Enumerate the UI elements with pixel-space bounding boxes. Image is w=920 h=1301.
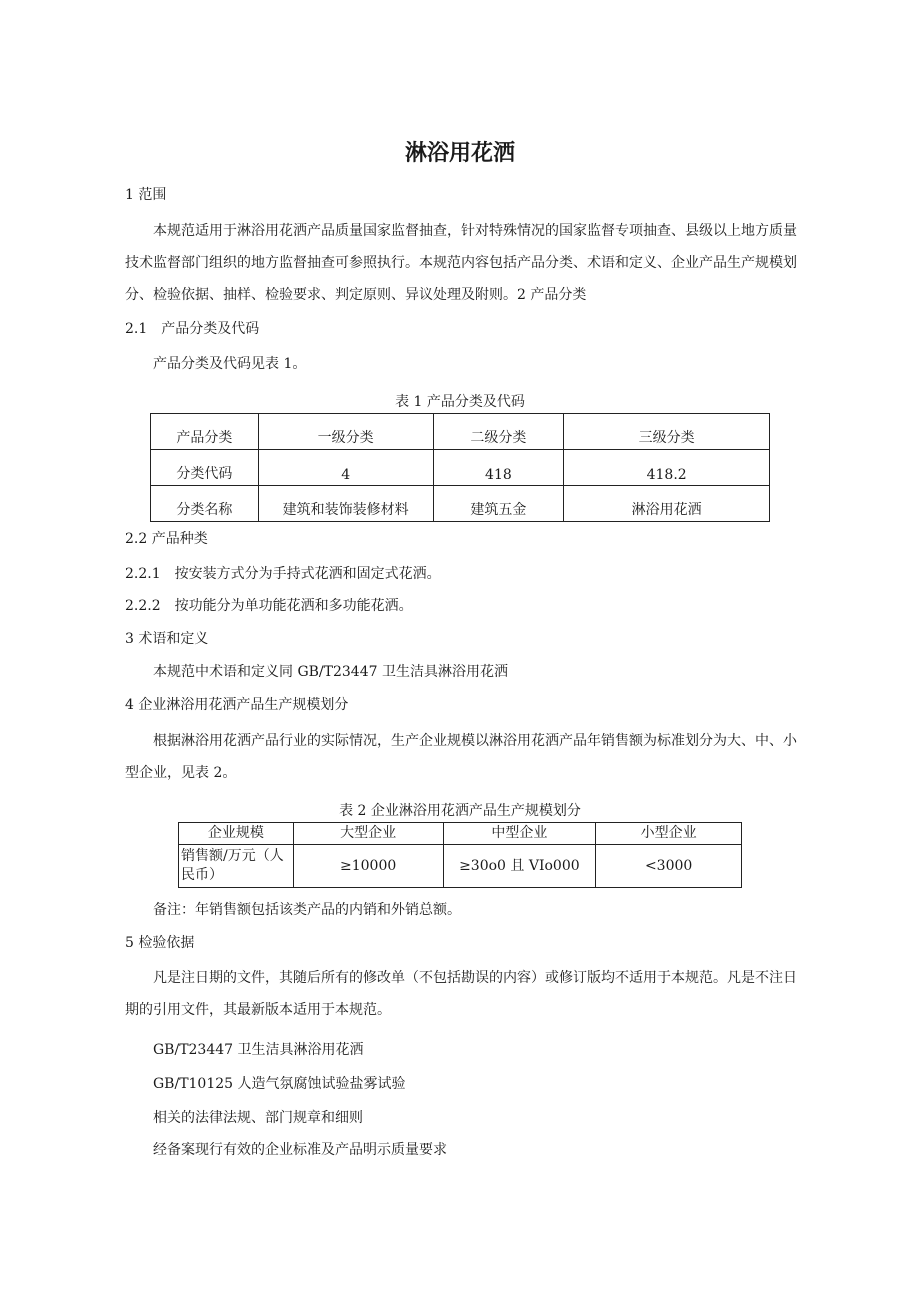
table-row — [179, 823, 742, 845]
section-2-1-heading: 2.1 产品分类及代码 — [125, 321, 260, 337]
table-cell: 分类名称 — [151, 486, 259, 522]
section-2-2-1: 2.2.1 按安装方式分为手持式花洒和固定式花洒。 — [125, 566, 441, 582]
table-1 — [150, 413, 770, 522]
table-cell: 企业规模 — [179, 823, 294, 845]
table-row — [179, 845, 742, 888]
reference-item: 相关的法律法规、部门规章和细则 — [153, 1110, 363, 1126]
table-1-caption: 表 1 产品分类及代码 — [395, 394, 525, 410]
document-title: 淋浴用花洒 — [404, 141, 515, 166]
table-cell: 中型企业 — [443, 823, 596, 845]
table-cell: 三级分类 — [564, 414, 770, 450]
reference-item: GB/T23447 卫生洁具淋浴用花洒 — [153, 1042, 364, 1058]
table-cell: 二级分类 — [433, 414, 564, 450]
table-cell: 建筑五金 — [433, 486, 564, 522]
section-4-body: 根据淋浴用花洒产品行业的实际情况，生产企业规模以淋浴用花洒产品年销售额为标准划分为大、中、小型企业，见表 2。 — [125, 733, 797, 781]
table-cell: 一级分类 — [258, 414, 433, 450]
section-2-2-2: 2.2.2 按功能分为单功能花洒和多功能花洒。 — [125, 598, 413, 614]
section-4-heading: 4 企业淋浴用花洒产品生产规模划分 — [125, 697, 349, 713]
reference-item: GB/T10125 人造气氛腐蚀试验盐雾试验 — [153, 1076, 406, 1092]
table-2-caption: 表 2 企业淋浴用花洒产品生产规模划分 — [339, 803, 581, 819]
section-3-heading: 3 术语和定义 — [125, 631, 209, 647]
section-2-1-body: 产品分类及代码见表 1。 — [153, 356, 307, 372]
table-cell: 小型企业 — [596, 823, 742, 845]
table-cell: 418 — [433, 450, 564, 486]
table-row — [151, 486, 770, 522]
table-cell: 建筑和装饰装修材料 — [258, 486, 433, 522]
table-2 — [178, 822, 742, 888]
section-5-heading: 5 检验依据 — [125, 935, 195, 951]
section-1-body: 本规范适用于淋浴用花洒产品质量国家监督抽查，针对特殊情况的国家监督专项抽查、县级以上地方质量技术监督部门组织的地方监督抽查可参照执行。本规范内容包括产品分类、术语和定义、企业产品生产规模划分、检验依据、抽样、检验要求、判定原则、异议处理及附则。2 产品分类 — [125, 223, 797, 303]
section-5-body: 凡是注日期的文件，其随后所有的修改单（不包括勘误的内容）或修订版均不适用于本规范。凡是不注日期的引用文件，其最新版本适用于本规范。 — [125, 970, 797, 1018]
reference-item: 经备案现行有效的企业标准及产品明示质量要求 — [153, 1142, 447, 1158]
table-cell: ≥10000 — [293, 845, 443, 888]
table-cell: 大型企业 — [293, 823, 443, 845]
table-cell: 418.2 — [564, 450, 770, 486]
table-cell: 产品分类 — [151, 414, 259, 450]
section-2-2-heading: 2.2 产品种类 — [125, 531, 208, 547]
table-row — [151, 450, 770, 486]
table-cell: 销售额/万元（人民币） — [179, 845, 294, 888]
section-3-body: 本规范中术语和定义同 GB/T23447 卫生洁具淋浴用花洒 — [153, 664, 508, 680]
table-cell: 淋浴用花洒 — [564, 486, 770, 522]
table-2-note: 备注：年销售额包括该类产品的内销和外销总额。 — [153, 902, 461, 918]
table-row — [151, 414, 770, 450]
section-1-heading: 1 范围 — [125, 187, 167, 203]
table-cell: ≥30o0 且 VIo000 — [443, 845, 596, 888]
table-cell: 4 — [258, 450, 433, 486]
table-cell: 分类代码 — [151, 450, 259, 486]
table-cell: <3000 — [596, 845, 742, 888]
